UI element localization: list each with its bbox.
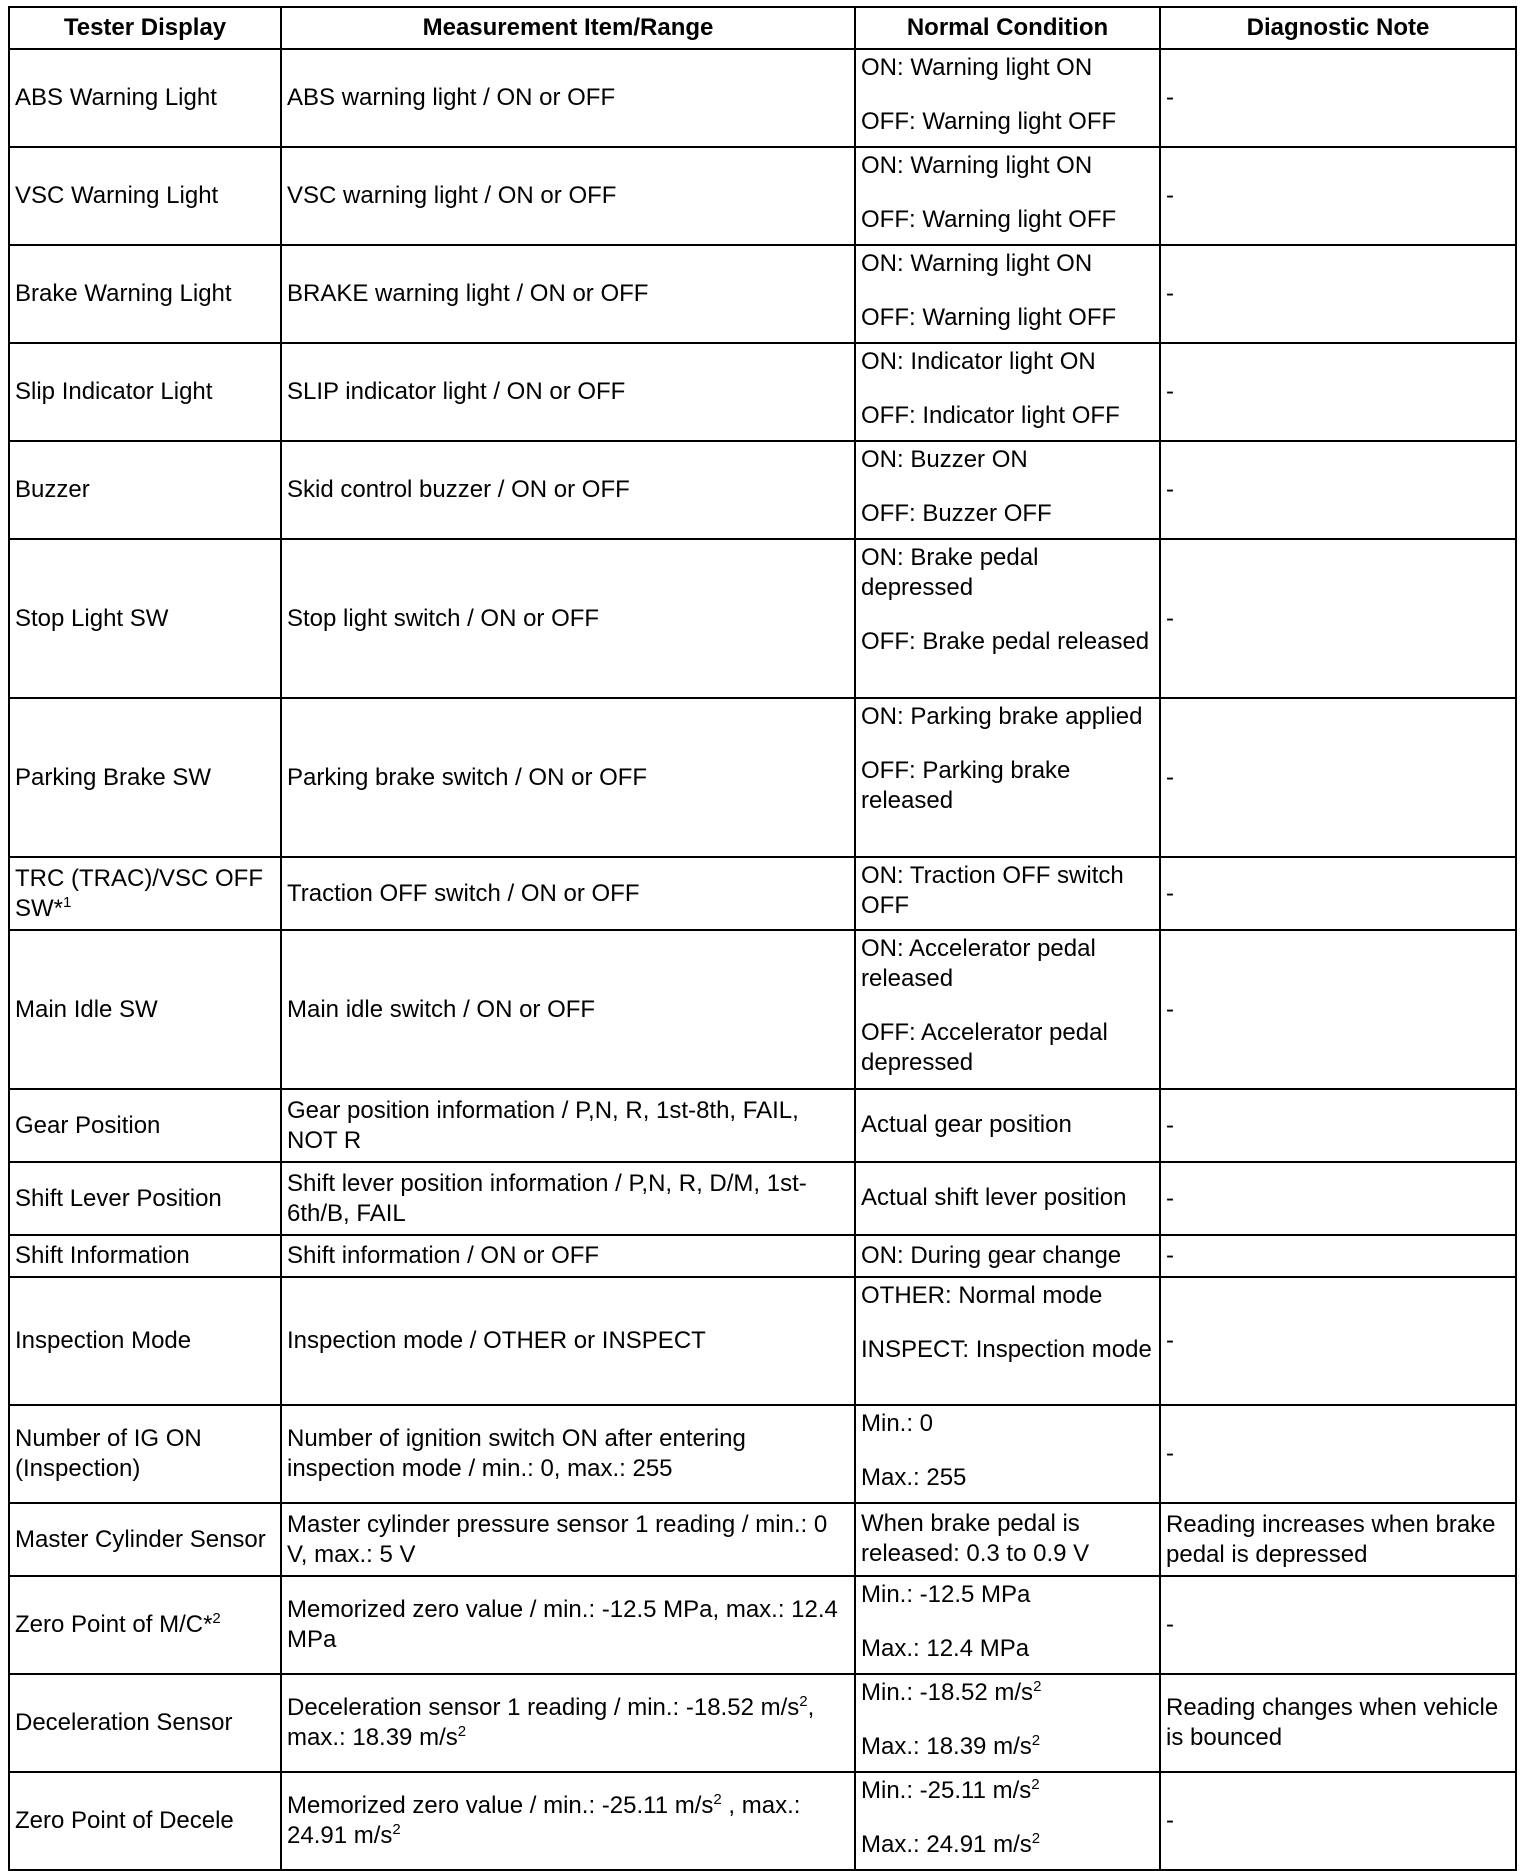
measurement-item-cell: Gear position information / P,N, R, 1st-8th, FAIL, NOT R (281, 1089, 855, 1162)
header-normal-condition: Normal Condition (855, 7, 1160, 49)
normal-condition-cell (855, 1772, 1160, 1870)
condition-line: ON: Indicator light ON (861, 348, 1096, 375)
table-row (9, 1277, 1516, 1405)
table-body (9, 49, 1516, 1870)
tester-display-cell: Parking Brake SW (9, 698, 281, 857)
condition-line: Actual gear position (861, 1111, 1072, 1138)
tester-display-cell: Master Cylinder Sensor (9, 1503, 281, 1576)
table-row (9, 1235, 1516, 1277)
table-row (9, 1089, 1516, 1162)
condition-line: OFF: Buzzer OFF (861, 500, 1052, 527)
header-diagnostic-note: Diagnostic Note (1160, 7, 1516, 49)
table-row (9, 1576, 1516, 1674)
diagnostic-note-cell: - (1160, 698, 1516, 857)
normal-condition-cell (855, 857, 1160, 930)
diagnostic-note-cell: - (1160, 49, 1516, 147)
condition-line: ON: Warning light ON (861, 54, 1093, 81)
condition-line: INSPECT: Inspection mode (861, 1336, 1152, 1363)
diagnostic-note-cell: - (1160, 147, 1516, 245)
table-row (9, 1674, 1516, 1772)
table-row (9, 539, 1516, 698)
table-row (9, 147, 1516, 245)
condition-line: Actual shift lever position (861, 1184, 1127, 1211)
condition-line: ON: Warning light ON (861, 152, 1093, 179)
tester-display-cell: Brake Warning Light (9, 245, 281, 343)
table-row (9, 1772, 1516, 1870)
condition-line: ON: Brake pedal depressed (861, 544, 1039, 601)
normal-condition-cell (855, 343, 1160, 441)
measurement-item-cell: ABS warning light / ON or OFF (281, 49, 855, 147)
diagnostic-note-cell: - (1160, 539, 1516, 698)
measurement-item-cell: Deceleration sensor 1 reading / min.: -18.52 $m/s^2$, max.: 18.39 $m/s^2$ (281, 1674, 855, 1772)
tester-display-cell: ABS Warning Light (9, 49, 281, 147)
diagnostic-note-cell: - (1160, 245, 1516, 343)
condition-line: Min.: -18.52 $m/s^2$ (861, 1678, 1042, 1706)
measurement-item-cell: Parking brake switch / ON or OFF (281, 698, 855, 857)
condition-line: Min.: -12.5 MPa (861, 1581, 1031, 1608)
diagnostic-note-cell: - (1160, 1277, 1516, 1405)
condition-line: OFF: Warning light OFF (861, 304, 1117, 331)
normal-condition-cell (855, 245, 1160, 343)
table-row (9, 245, 1516, 343)
measurement-item-cell: Master cylinder pressure sensor 1 reading / min.: 0 V, max.: 5 V (281, 1503, 855, 1576)
measurement-item-cell: Shift lever position information / P,N, R, D/M, 1st-6th/B, FAIL (281, 1162, 855, 1235)
tester-display-cell: Deceleration Sensor (9, 1674, 281, 1772)
normal-condition-cell (855, 1405, 1160, 1503)
diagnostic-note-cell: - (1160, 1405, 1516, 1503)
diagnostic-note-cell: - (1160, 1089, 1516, 1162)
table-row (9, 49, 1516, 147)
condition-line: OTHER: Normal mode (861, 1282, 1103, 1309)
measurement-item-cell: Inspection mode / OTHER or INSPECT (281, 1277, 855, 1405)
diagnostic-note-cell: - (1160, 343, 1516, 441)
normal-condition-cell (855, 1576, 1160, 1674)
table-row (9, 930, 1516, 1089)
tester-display-cell: Shift Information (9, 1235, 281, 1277)
table-row (9, 343, 1516, 441)
tester-display-cell: VSC Warning Light (9, 147, 281, 245)
table-row (9, 1503, 1516, 1576)
condition-line: ON: Traction OFF switch OFF (861, 862, 1124, 919)
tester-display-cell: Inspection Mode (9, 1277, 281, 1405)
table-row (9, 857, 1516, 930)
tester-display-cell (9, 1576, 281, 1674)
measurement-item-cell: SLIP indicator light / ON or OFF (281, 343, 855, 441)
normal-condition-cell (855, 1235, 1160, 1277)
measurement-item-cell: BRAKE warning light / ON or OFF (281, 245, 855, 343)
normal-condition-cell (855, 147, 1160, 245)
measurement-item-cell: VSC warning light / ON or OFF (281, 147, 855, 245)
tester-display-cell: Gear Position (9, 1089, 281, 1162)
diagnostic-note-cell: - (1160, 441, 1516, 539)
tester-display-cell: Number of IG ON (Inspection) (9, 1405, 281, 1503)
tester-display-cell: Main Idle SW (9, 930, 281, 1089)
tester-display-cell: Slip Indicator Light (9, 343, 281, 441)
table-row (9, 1162, 1516, 1235)
normal-condition-cell (855, 1674, 1160, 1772)
tester-display-cell: Stop Light SW (9, 539, 281, 698)
condition-line: ON: Parking brake applied (861, 703, 1143, 730)
condition-line: OFF: Brake pedal released (861, 628, 1150, 655)
condition-line: OFF: Warning light OFF (861, 108, 1117, 135)
condition-line: ON: Warning light ON (861, 250, 1093, 277)
diagnostic-note-cell: - (1160, 1162, 1516, 1235)
table-row (9, 1405, 1516, 1503)
measurement-item-cell: Number of ignition switch ON after entering inspection mode / min.: 0, max.: 255 (281, 1405, 855, 1503)
condition-line: ON: Accelerator pedal released (861, 935, 1096, 992)
measurement-item-cell: Skid control buzzer / ON or OFF (281, 441, 855, 539)
normal-condition-cell (855, 1277, 1160, 1405)
condition-line: ON: Buzzer ON (861, 446, 1028, 473)
data-list-table (8, 6, 1517, 1871)
condition-line: Min.: 0 (861, 1410, 934, 1437)
normal-condition-cell (855, 441, 1160, 539)
table-row (9, 698, 1516, 857)
header-tester-display: Tester Display (9, 7, 281, 49)
diagnostic-note-cell: Reading increases when brake pedal is depressed (1160, 1503, 1516, 1576)
diagnostic-note-cell: - (1160, 1235, 1516, 1277)
diagnostic-note-cell: - (1160, 857, 1516, 930)
tester-display-text: TRC (TRAC)/VSC OFF SW*$^1$ (15, 864, 263, 922)
table-header-row (9, 7, 1516, 49)
tester-display-cell: Shift Lever Position (9, 1162, 281, 1235)
header-measurement-item: Measurement Item/Range (281, 7, 855, 49)
tester-display-cell: Zero Point of Decele (9, 1772, 281, 1870)
measurement-item-cell: Main idle switch / ON or OFF (281, 930, 855, 1089)
normal-condition-cell (855, 49, 1160, 147)
measurement-item-cell: Memorized zero value / min.: -12.5 MPa, max.: 12.4 MPa (281, 1576, 855, 1674)
diagnostic-note-cell: Reading changes when vehicle is bounced (1160, 1674, 1516, 1772)
tester-display-text: Zero Point of M/C*$^2$ (15, 1610, 221, 1638)
condition-line: OFF: Parking brake released (861, 757, 1071, 814)
condition-line: When brake pedal is released: 0.3 to 0.9 V (861, 1510, 1090, 1567)
condition-line: Max.: 24.91 $m/s^2$ (861, 1830, 1041, 1858)
measurement-item-cell: Stop light switch / ON or OFF (281, 539, 855, 698)
normal-condition-cell (855, 930, 1160, 1089)
condition-line: Max.: 255 (861, 1464, 967, 1491)
table-row (9, 441, 1516, 539)
diagnostic-note-cell: - (1160, 1576, 1516, 1674)
normal-condition-cell (855, 539, 1160, 698)
condition-line: OFF: Indicator light OFF (861, 402, 1120, 429)
condition-line: Min.: -25.11 $m/s^2$ (861, 1776, 1040, 1804)
condition-line: ON: During gear change (861, 1241, 1122, 1269)
condition-line: OFF: Warning light OFF (861, 206, 1117, 233)
diagnostic-note-cell: - (1160, 1772, 1516, 1870)
normal-condition-cell (855, 1089, 1160, 1162)
tester-display-cell: Buzzer (9, 441, 281, 539)
measurement-item-cell: Traction OFF switch / ON or OFF (281, 857, 855, 930)
measurement-item-cell: Shift information / ON or OFF (281, 1235, 855, 1277)
tester-display-cell (9, 857, 281, 930)
normal-condition-cell (855, 1503, 1160, 1576)
diagnostic-note-cell: - (1160, 930, 1516, 1089)
measurement-item-cell: Memorized zero value / min.: -25.11 $m/s^2$ , max.: 24.91 $m/s^2$ (281, 1772, 855, 1870)
normal-condition-cell (855, 1162, 1160, 1235)
condition-line: Max.: 18.39 $m/s^2$ (861, 1732, 1041, 1760)
condition-line: Max.: 12.4 MPa (861, 1635, 1030, 1662)
condition-line: OFF: Accelerator pedal depressed (861, 1019, 1108, 1076)
normal-condition-cell (855, 698, 1160, 857)
